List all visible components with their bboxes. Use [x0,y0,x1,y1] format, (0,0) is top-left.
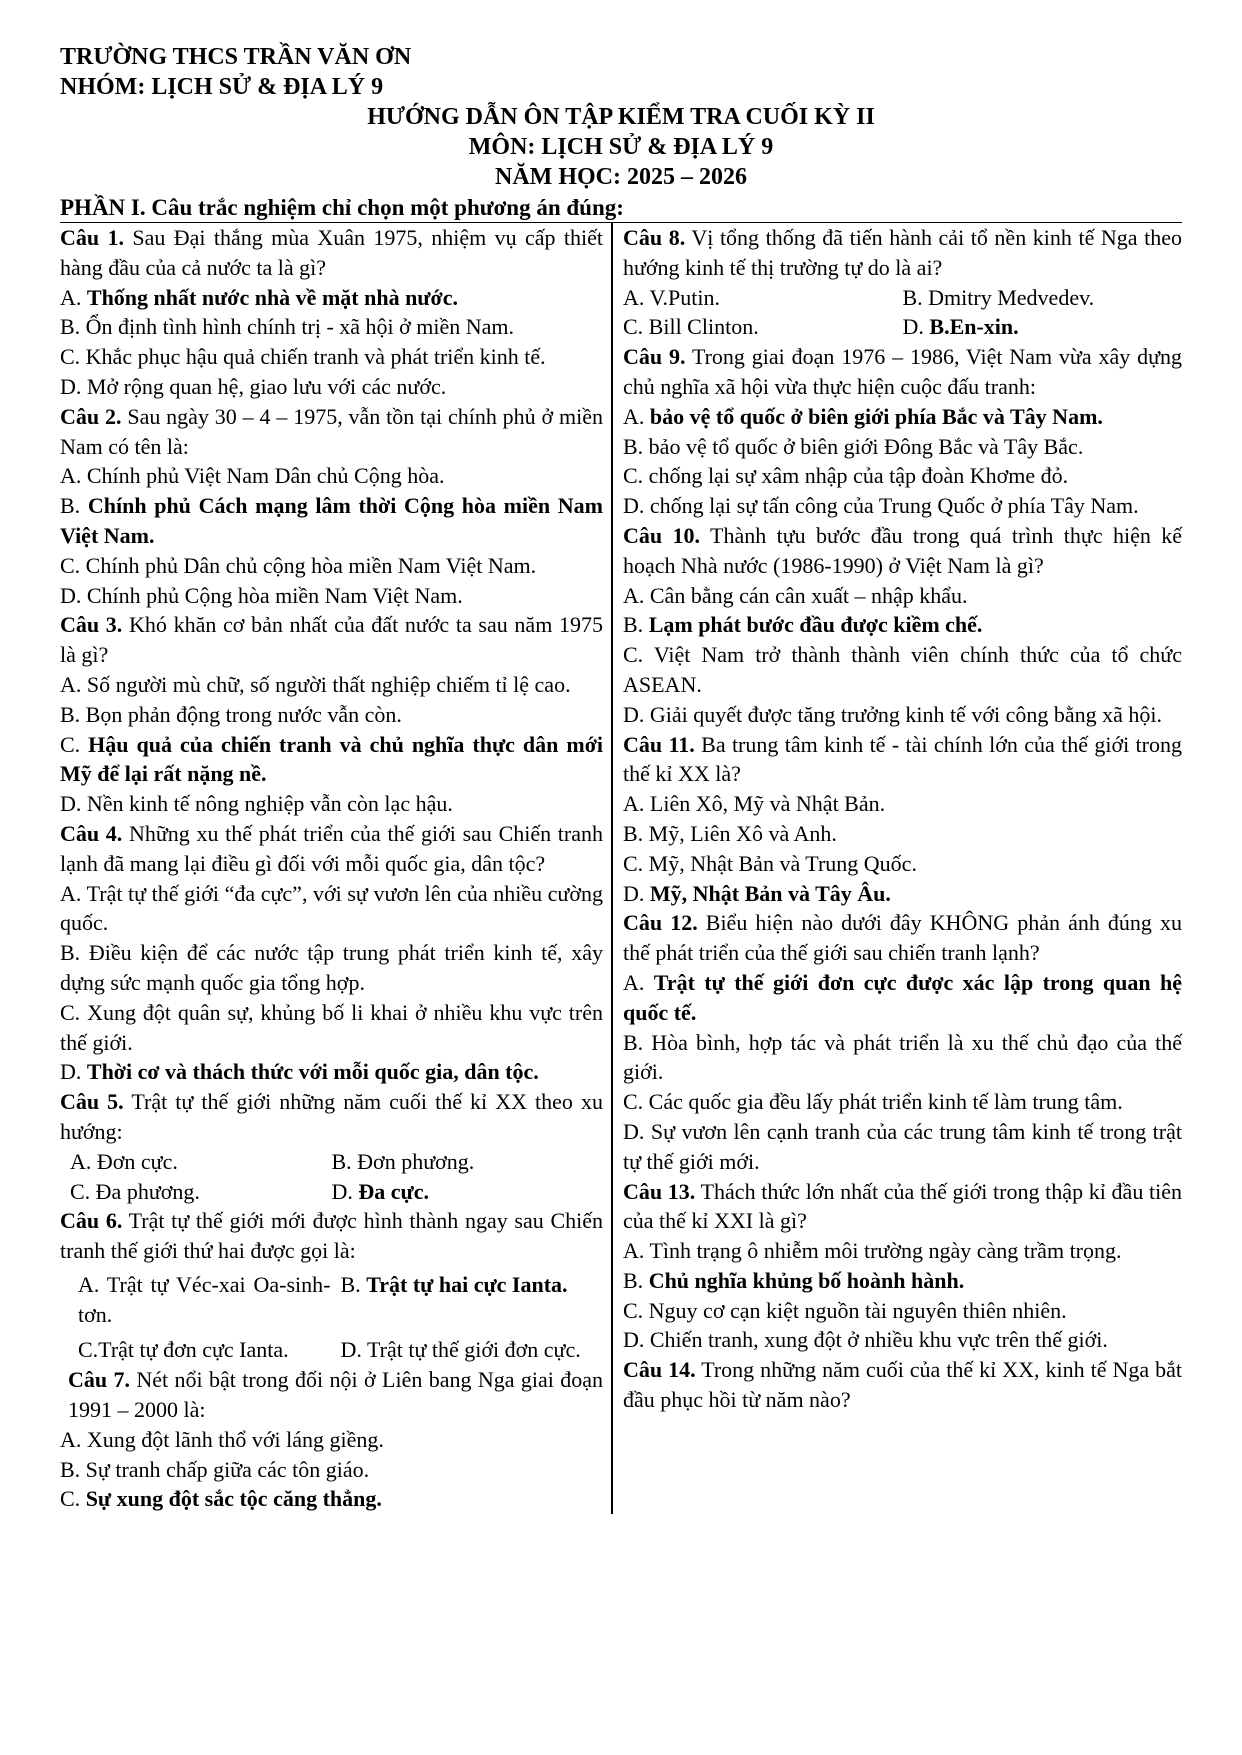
right-column [613,223,1182,1514]
q10-option-d: D. Giải quyết được tăng trưởng kinh tế với công bằng xã hội. [623,701,1162,727]
q3-option-a: A. Số người mù chữ, số người thất nghiệp chiếm tỉ lệ cao. [60,671,571,697]
question-14: Câu 14. Trong những năm cuối của thế kỉ XX, kinh tế Nga bắt đầu phục hồi từ năm nào? [623,1357,1182,1413]
q6-option-a: A. Trật tự Véc-xai Oa-sinh-tơn. [78,1271,331,1327]
q5-option-a: A. Đơn cực. [70,1148,178,1174]
q12-option-b: B. Hòa bình, hợp tác và phát triển là xu thế chủ đạo của thế giới. [623,1029,1182,1085]
q8-option-d: D. B.En-xin. [902,314,1019,340]
q2-option-c: C. Chính phủ Dân chủ cộng hòa miền Nam Việt Nam. [60,552,537,578]
q1-option-a: A. Thống nhất nước nhà về mặt nhà nước. [60,284,458,310]
question-9: Câu 9. Trong giai đoạn 1976 – 1986, Việt Nam vừa xây dựng chủ nghĩa xã hội vừa thực hiện cuộc đấu tranh: [623,344,1182,399]
q6-option-c: C.Trật tự đơn cực Ianta. [78,1337,289,1363]
q8-option-a: A. V.Putin. [623,284,721,310]
question-12: Câu 12. Biểu hiện nào dưới đây KHÔNG phản ánh đúng xu thế phát triển của thế giới sau chiến tranh lạnh? [623,910,1182,966]
q6-option-b: B. Trật tự hai cực Ianta. [340,1271,568,1297]
q4-option-c: C. Xung đột quân sự, khủng bố li khai ở nhiều khu vực trên thế giới. [60,999,603,1055]
q11-option-b: B. Mỹ, Liên Xô và Anh. [623,820,837,846]
q1-option-c: C. Khắc phục hậu quả chiến tranh và phát triển kinh tế. [60,344,546,370]
school-name: TRƯỜNG THCS TRẦN VĂN ƠN [60,44,412,70]
q6-options-row-2 [60,1335,603,1365]
subject-line: MÔN: LỊCH SỬ & ĐỊA LÝ 9 [468,134,774,160]
q9-option-c: C. chống lại sự xâm nhập của tập đoàn Khơme đỏ. [623,463,1069,489]
q2-option-a: A. Chính phủ Việt Nam Dân chủ Cộng hòa. [60,463,445,489]
question-6: Câu 6. Trật tự thế giới mới được hình thành ngay sau Chiến tranh thế giới thứ hai được gọi là: [60,1208,604,1264]
q10-option-c: C. Việt Nam trở thành thành viên chính thức của tổ chức ASEAN. [623,642,1182,697]
question-7: Câu 7. Nét nổi bật trong đối nội ở Liên bang Nga giai đoạn 1991 – 2000 là: [68,1367,603,1423]
question-1: Câu 1. Sau Đại thắng mùa Xuân 1975, nhiệm vụ cấp thiết hàng đầu của cả nước ta là gì? [60,225,603,280]
question-5: Câu 5. Trật tự thế giới những năm cuối thế kỉ XX theo xu hướng: [60,1089,603,1144]
q4-option-b: B. Điều kiện để các nước tập trung phát triển kinh tế, xây dựng sức mạnh quốc gia tổng hợp. [60,940,603,995]
q5-options-row-2 [60,1177,603,1207]
q5-option-b: B. Đơn phương. [331,1148,475,1174]
doc-title: HƯỚNG DẪN ÔN TẬP KIỂM TRA CUỐI KỲ II [367,104,875,130]
q3-option-d: D. Nền kinh tế nông nghiệp vẫn còn lạc hậu. [60,791,453,817]
question-3: Câu 3. Khó khăn cơ bản nhất của đất nước ta sau năm 1975 là gì? [60,612,603,668]
q13-option-b: B. Chủ nghĩa khủng bố hoành hành. [623,1267,965,1293]
q10-option-b: B. Lạm phát bước đầu được kiềm chế. [623,612,983,638]
q9-option-a: A. bảo vệ tổ quốc ở biên giới phía Bắc và Tây Nam. [623,403,1103,429]
q1-option-d: D. Mở rộng quan hệ, giao lưu với các nước. [60,373,447,399]
part-heading: PHẦN I. Câu trắc nghiệm chỉ chọn một phương án đúng: [60,195,624,220]
q13-option-a: A. Tình trạng ô nhiễm môi trường ngày càng trầm trọng. [623,1238,1122,1264]
question-10: Câu 10. Thành tựu bước đầu trong quá trình thực hiện kế hoạch Nhà nước (1986-1990) ở Việt Nam là gì? [623,522,1183,578]
q8-options-row-1 [623,283,1182,313]
q7-option-a: A. Xung đột lãnh thổ với láng giềng. [60,1426,384,1452]
q10-option-a: A. Cân bằng cán cân xuất – nhập khẩu. [623,582,968,608]
question-8: Câu 8. Vị tổng thống đã tiến hành cải tổ nền kinh tế Nga theo hướng kinh tế thị trường tự do là ai? [623,225,1182,280]
q9-option-d: D. chống lại sự tấn công của Trung Quốc ở phía Tây Nam. [623,493,1139,519]
q13-option-c: C. Nguy cơ cạn kiệt nguồn tài nguyên thiên nhiên. [623,1297,1067,1323]
q1-option-b: B. Ổn định tình hình chính trị - xã hội ở miền Nam. [60,314,515,340]
q9-option-b: B. bảo vệ tổ quốc ở biên giới Đông Bắc và Tây Bắc. [623,433,1084,459]
q12-option-d: D. Sự vươn lên cạnh tranh của các trung tâm kinh tế trong trật tự thế giới mới. [623,1118,1182,1174]
q11-option-c: C. Mỹ, Nhật Bản và Trung Quốc. [623,850,917,876]
q4-option-d: D. Thời cơ và thách thức với mỗi quốc gia, dân tộc. [60,1059,539,1085]
q11-option-a: A. Liên Xô, Mỹ và Nhật Bản. [623,791,886,817]
left-column [60,223,613,1514]
q8-options-row-2 [623,312,1182,342]
q8-option-b: B. Dmitry Medvedev. [902,284,1095,310]
q12-option-a: A. Trật tự thế giới đơn cực được xác lập trong quan hệ quốc tế. [623,969,1182,1025]
q5-option-d: D. Đa cực. [331,1178,430,1204]
q6-options-row-1 [60,1270,603,1330]
question-13: Câu 13. Thách thức lớn nhất của thế giới trong thập kỉ đầu tiên của thế kỉ XXI là gì? [623,1178,1182,1234]
question-2: Câu 2. Sau ngày 30 – 4 – 1975, vẫn tồn tại chính phủ ở miền Nam có tên là: [60,403,604,459]
q4-option-a: A. Trật tự thế giới “đa cực”, với sự vươn lên của nhiều cường quốc. [60,880,603,936]
q7-option-c: C. Sự xung đột sắc tộc căng thẳng. [60,1486,382,1512]
q7-option-b: B. Sự tranh chấp giữa các tôn giáo. [60,1456,370,1482]
group-name: NHÓM: LỊCH SỬ & ĐỊA LÝ 9 [60,74,384,100]
q5-option-c: C. Đa phương. [70,1178,200,1204]
q12-option-c: C. Các quốc gia đều lấy phát triển kinh tế làm trung tâm. [623,1089,1123,1115]
school-year: NĂM HỌC: 2025 – 2026 [495,164,747,190]
question-11: Câu 11. Ba trung tâm kinh tế - tài chính lớn của thế giới trong thế kỉ XX là? [623,731,1182,787]
q2-option-d: D. Chính phủ Cộng hòa miền Nam Việt Nam. [60,582,463,608]
q3-option-b: B. Bọn phản động trong nước vẫn còn. [60,701,402,727]
question-4: Câu 4. Những xu thế phát triển của thế giới sau Chiến tranh lạnh đã mang lại điều gì đối với mỗi quốc gia, dân tộc? [60,820,604,876]
q13-option-d: D. Chiến tranh, xung đột ở nhiều khu vực trên thế giới. [623,1327,1108,1353]
q3-option-c: C. Hậu quả của chiến tranh và chủ nghĩa thực dân mới Mỹ để lại rất nặng nề. [60,731,603,787]
q6-option-d: D. Trật tự thế giới đơn cực. [340,1337,581,1363]
q8-option-c: C. Bill Clinton. [623,314,759,340]
q2-option-b: B. Chính phủ Cách mạng lâm thời Cộng hòa miền Nam Việt Nam. [60,493,603,548]
q5-options-row-1 [60,1147,603,1177]
question-columns [60,222,1182,1514]
q11-option-d: D. Mỹ, Nhật Bản và Tây Âu. [623,880,891,906]
